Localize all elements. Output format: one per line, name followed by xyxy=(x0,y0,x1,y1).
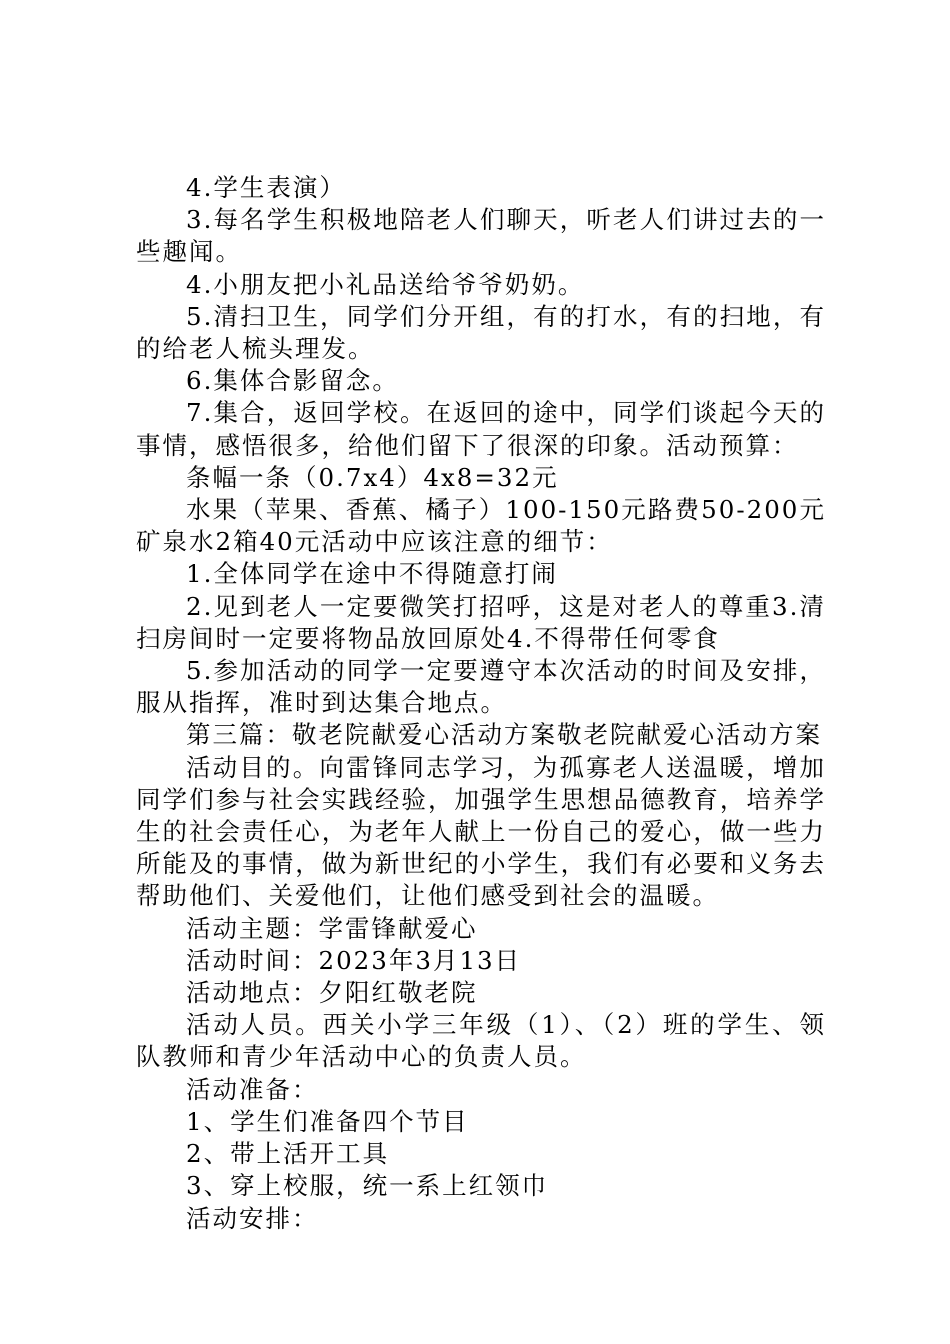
paragraph: 3、穿上校服，统一系上红领巾 xyxy=(186,1171,549,1201)
paragraph: 水果（苹果、香蕉、橘子）100-150元路费50-200元矿泉水2箱40元活动中应该注意的细节： xyxy=(136,495,826,557)
paragraph: 4.小朋友把小礼品送给爷爷奶奶。 xyxy=(186,269,585,299)
paragraph: 条幅一条（0.7x4）4x8=32元 xyxy=(186,462,559,492)
paragraph: 活动目的。向雷锋同志学习，为孤寡老人送温暖，增加同学们参与社会实践经验，加强学生思想品德教育，培养学生的社会责任心，为老年人献上一份自己的爱心，做一些力所能及的事情，做为新世纪的小学生，我们有必要和义务去帮助他们、关爱他们，让他们感受到社会的温暖。 xyxy=(136,752,826,911)
paragraph: 活动时间：2023年3月13日 xyxy=(186,945,522,975)
paragraph: 活动地点：夕阳红敬老院 xyxy=(186,978,478,1008)
paragraph: 活动准备： xyxy=(186,1074,319,1104)
paragraph: 1.全体同学在途中不得随意打闹 xyxy=(186,559,558,589)
section-heading: 第三篇：敬老院献爱心活动方案敬老院献爱心活动方案 xyxy=(186,720,822,750)
paragraph: 4.学生表演） xyxy=(186,173,346,202)
paragraph: 7.集合，返回学校。在返回的途中，同学们谈起今天的事情，感悟很多，给他们留下了很深的印象。活动预算： xyxy=(136,398,826,460)
paragraph: 活动主题：学雷锋献爱心 xyxy=(186,913,478,943)
paragraph: 2、带上活开工具 xyxy=(186,1139,390,1169)
paragraph: 5.参加活动的同学一定要遵守本次活动的时间及安排，服从指挥，准时到达集合地点。 xyxy=(136,656,826,718)
paragraph: 1、学生们准备四个节目 xyxy=(186,1106,469,1136)
document-body xyxy=(136,172,826,1235)
paragraph: 活动人员。西关小学三年级（1）、（2）班的学生、领队教师和青少年活动中心的负责人员。 xyxy=(136,1010,826,1072)
paragraph: 活动安排： xyxy=(186,1203,319,1233)
paragraph: 2.见到老人一定要微笑打招呼，这是对老人的尊重3.清扫房间时一定要将物品放回原处4.不得带任何零食 xyxy=(136,591,826,653)
paragraph: 6.集体合影留念。 xyxy=(186,366,399,396)
paragraph: 3.每名学生积极地陪老人们聊天，听老人们讲过去的一些趣闻。 xyxy=(136,205,826,267)
paragraph: 5.清扫卫生，同学们分开组，有的打水，有的扫地，有的给老人梳头理发。 xyxy=(136,301,826,364)
